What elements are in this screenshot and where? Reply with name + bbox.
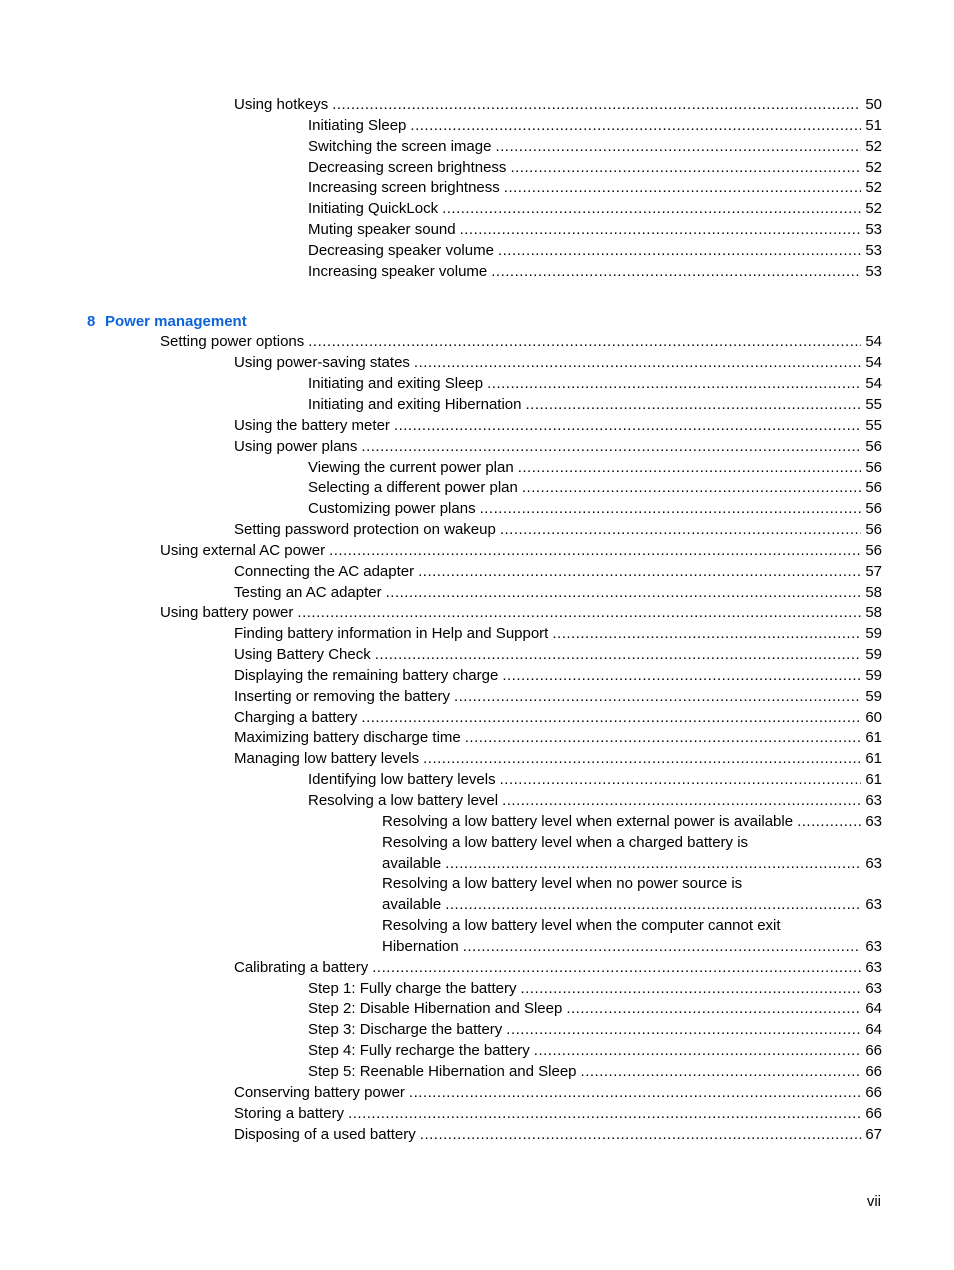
toc-entry-title: Connecting the AC adapter [234,562,418,583]
dot-leader [581,1062,862,1083]
toc-entry[interactable] [0,687,954,708]
toc-entry-title: Using power plans [234,437,361,458]
toc-entry-page: 53 [861,220,882,241]
toc-entry-title: Step 1: Fully charge the battery [308,979,520,1000]
toc-entry-page: 63 [861,937,882,958]
toc-entry-title: Increasing screen brightness [308,178,504,199]
toc-entry-page: 61 [861,749,882,770]
toc-entry[interactable] [0,708,954,729]
dot-leader [525,395,861,416]
toc-entry-title: Initiating and exiting Hibernation [308,395,525,416]
toc-entry[interactable] [0,937,954,958]
toc-entry-title: Resolving a low battery level when external power is available [382,812,797,833]
toc-entry-title: Step 3: Discharge the battery [308,1020,506,1041]
toc-entry[interactable] [0,1062,954,1083]
toc-entry-page: 66 [861,1083,882,1104]
toc-entry-page: 63 [861,979,882,1000]
toc-entry-page: 63 [861,812,882,833]
toc-entry-line[interactable] [0,833,954,854]
toc-entry-title: Decreasing speaker volume [308,241,498,262]
toc-entry-page: 63 [861,895,882,916]
toc-entry-title: Selecting a different power plan [308,478,522,499]
toc-entry-page: 58 [861,583,882,604]
dot-leader [510,158,861,179]
toc-entry-title: Setting password protection on wakeup [234,520,500,541]
toc-entry-title: Using power-saving states [234,353,414,374]
toc-entry-title: Managing low battery levels [234,749,423,770]
toc-entry-page: 55 [861,395,882,416]
toc-section-hotkeys [0,95,954,283]
toc-entry[interactable] [0,812,954,833]
dot-leader [332,95,861,116]
toc-entry[interactable] [0,624,954,645]
toc-entry-page: 64 [861,1020,882,1041]
dot-leader [552,624,861,645]
toc-entry[interactable] [0,895,954,916]
dot-leader [418,562,861,583]
toc-entry-page: 52 [861,199,882,220]
dot-leader [797,812,861,833]
toc-entry-title: Finding battery information in Help and Support [234,624,552,645]
dot-leader [410,116,861,137]
toc-entry-page: 66 [861,1062,882,1083]
dot-leader [522,478,861,499]
toc-entry[interactable] [0,353,954,374]
toc-entry[interactable] [0,958,954,979]
toc-entry-title: Muting speaker sound [308,220,460,241]
toc-entry-title: Initiating QuickLock [308,199,442,220]
toc-entry-title-line1: Resolving a low battery level when a charged battery is [382,833,749,851]
toc-entry-title: Switching the screen image [308,137,495,158]
toc-entry-title: Customizing power plans [308,499,480,520]
toc-entry-page: 61 [861,728,882,749]
toc-entry[interactable] [0,478,954,499]
toc-entry-page: 53 [861,262,882,283]
toc-entry-title: Calibrating a battery [234,958,372,979]
toc-entry[interactable] [0,374,954,395]
toc-entry-page: 56 [861,520,882,541]
toc-entry[interactable] [0,979,954,1000]
toc-entry[interactable] [0,178,954,199]
toc-entry-page: 61 [861,770,882,791]
toc-entry-page: 64 [861,999,882,1020]
toc-entry-page: 52 [861,178,882,199]
toc-entry[interactable] [0,332,954,353]
toc-entry-page: 52 [861,137,882,158]
dot-leader [518,458,862,479]
toc-entry[interactable] [0,499,954,520]
dot-leader [423,749,861,770]
chapter-title: Power management [105,312,247,330]
dot-leader [414,353,861,374]
toc-entry[interactable] [0,603,954,624]
dot-leader [534,1041,862,1062]
toc-entry-title: Disposing of a used battery [234,1125,420,1146]
dot-leader [372,958,861,979]
toc-entry-title: Inserting or removing the battery [234,687,454,708]
toc-entry-page: 54 [861,353,882,374]
toc-entry-page: 58 [861,603,882,624]
toc-entry-title: Displaying the remaining battery charge [234,666,502,687]
dot-leader [329,541,861,562]
toc-entry-title: Step 5: Reenable Hibernation and Sleep [308,1062,581,1083]
dot-leader [463,937,862,958]
toc-entry-title: Identifying low battery levels [308,770,500,791]
toc-entry-title: Maximizing battery discharge time [234,728,465,749]
dot-leader [566,999,861,1020]
chapter-number: 8 [87,312,96,330]
dot-leader [495,137,861,158]
toc-entry[interactable] [0,583,954,604]
dot-leader [454,687,861,708]
dot-leader [491,262,861,283]
toc-entry[interactable] [0,645,954,666]
toc-entry-page: 63 [861,958,882,979]
dot-leader [460,220,862,241]
toc-entry-page: 59 [861,645,882,666]
toc-entry[interactable] [0,220,954,241]
toc-section-power-management [0,332,954,1145]
toc-entry-page: 66 [861,1041,882,1062]
toc-entry-title: Using hotkeys [234,95,332,116]
toc-entry-page: 57 [861,562,882,583]
toc-entry[interactable] [0,437,954,458]
toc-entry[interactable] [0,1104,954,1125]
toc-entry[interactable] [0,137,954,158]
toc-entry-title-line1: Resolving a low battery level when no power source is [382,875,743,893]
toc-entry-page: 56 [861,499,882,520]
dot-leader [487,374,861,395]
toc-entry-title: Conserving battery power [234,1083,409,1104]
toc-entry[interactable] [0,241,954,262]
toc-entry[interactable] [0,728,954,749]
dot-leader [502,791,861,812]
dot-leader [504,178,862,199]
dot-leader [297,603,861,624]
dot-leader [498,241,861,262]
dot-leader [500,520,861,541]
toc-entry-page: 60 [861,708,882,729]
dot-leader [361,437,861,458]
toc-entry-page: 56 [861,478,882,499]
toc-entry-title: Using battery power [160,603,297,624]
toc-entry[interactable] [0,854,954,875]
toc-entry-page: 56 [861,541,882,562]
toc-entry-page: 66 [861,1104,882,1125]
toc-entry[interactable] [0,520,954,541]
toc-entry[interactable] [0,116,954,137]
toc-entry-title: Using Battery Check [234,645,375,666]
toc-entry-page: 59 [861,687,882,708]
dot-leader [308,332,861,353]
toc-entry-title: Step 2: Disable Hibernation and Sleep [308,999,566,1020]
toc-entry-page: 59 [861,666,882,687]
toc-entry[interactable] [0,770,954,791]
dot-leader [348,1104,861,1125]
toc-entry-title: Using the battery meter [234,416,394,437]
dot-leader [386,583,862,604]
toc-entry-title: Step 4: Fully recharge the battery [308,1041,534,1062]
toc-entry-title-line1: Resolving a low battery level when the computer cannot exit [382,917,781,935]
dot-leader [445,854,861,875]
toc-entry[interactable] [0,541,954,562]
toc-entry-page: 54 [861,374,882,395]
toc-entry-line[interactable] [0,874,954,895]
toc-entry-line[interactable] [0,916,954,937]
toc-entry[interactable] [0,158,954,179]
table-of-contents [0,95,954,1145]
toc-entry[interactable] [0,749,954,770]
toc-entry[interactable] [0,458,954,479]
toc-entry-title: available [382,854,445,875]
dot-leader [409,1083,861,1104]
toc-entry-title: Storing a battery [234,1104,348,1125]
toc-entry[interactable] [0,791,954,812]
toc-entry-title: Charging a battery [234,708,361,729]
toc-entry-title: Resolving a low battery level [308,791,502,812]
dot-leader [506,1020,861,1041]
toc-entry-page: 54 [861,332,882,353]
toc-entry-page: 67 [861,1125,882,1146]
dot-leader [500,770,862,791]
toc-entry[interactable] [0,395,954,416]
toc-entry-title: Initiating and exiting Sleep [308,374,487,395]
toc-entry-page: 55 [861,416,882,437]
toc-entry-page: 56 [861,437,882,458]
toc-entry-page: 59 [861,624,882,645]
toc-entry-title: available [382,895,445,916]
dot-leader [361,708,861,729]
dot-leader [442,199,861,220]
toc-entry[interactable] [0,1041,954,1062]
toc-entry[interactable] [0,262,954,283]
toc-entry[interactable] [0,1083,954,1104]
dot-leader [465,728,862,749]
toc-entry[interactable] [0,1020,954,1041]
dot-leader [445,895,861,916]
toc-entry[interactable] [0,562,954,583]
toc-entry-page: 53 [861,241,882,262]
toc-entry[interactable] [0,666,954,687]
chapter-heading[interactable] [0,312,954,333]
dot-leader [394,416,861,437]
dot-leader [480,499,862,520]
dot-leader [375,645,862,666]
toc-entry-page: 63 [861,854,882,875]
toc-entry-page: 51 [861,116,882,137]
toc-entry-page: 50 [861,95,882,116]
dot-leader [420,1125,862,1146]
toc-entry-title: Testing an AC adapter [234,583,386,604]
dot-leader [520,979,861,1000]
toc-entry-title: Viewing the current power plan [308,458,518,479]
toc-entry-title: Increasing speaker volume [308,262,491,283]
toc-entry[interactable] [0,95,954,116]
dot-leader [502,666,861,687]
toc-entry-title: Initiating Sleep [308,116,410,137]
page-number: vii [866,1193,881,1210]
toc-entry-title: Setting power options [160,332,308,353]
toc-entry-title: Decreasing screen brightness [308,158,510,179]
toc-entry[interactable] [0,199,954,220]
toc-entry[interactable] [0,416,954,437]
toc-entry[interactable] [0,1125,954,1146]
toc-entry[interactable] [0,999,954,1020]
toc-entry-page: 56 [861,458,882,479]
toc-entry-page: 63 [861,791,882,812]
toc-entry-title: Using external AC power [160,541,329,562]
toc-entry-page: 52 [861,158,882,179]
toc-entry-title: Hibernation [382,937,463,958]
